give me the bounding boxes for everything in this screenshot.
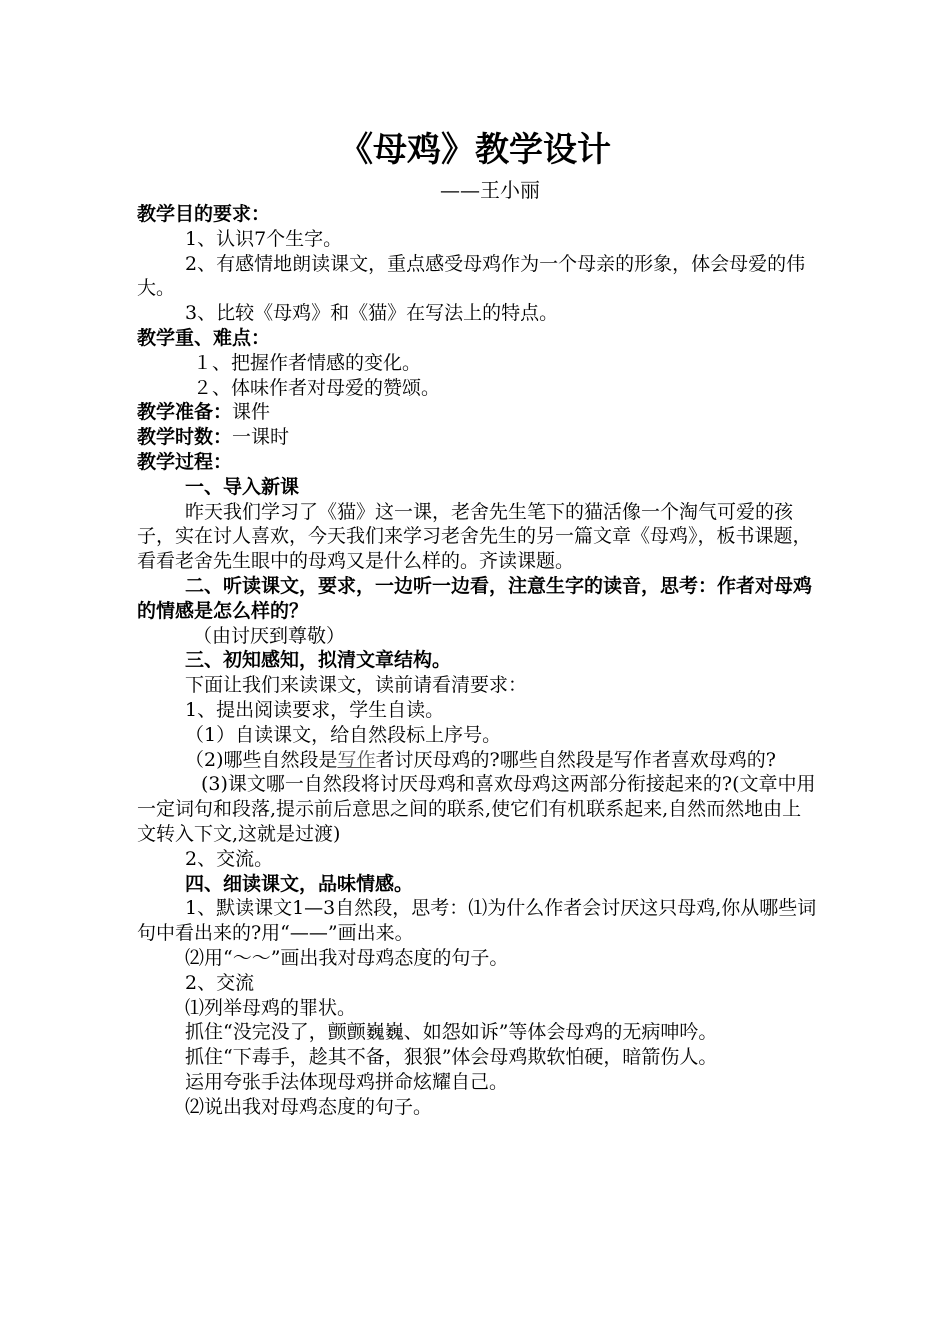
document-title: 《母鸡》教学设计 — [339, 130, 611, 170]
writing-link[interactable]: 写作 — [337, 748, 376, 771]
goals-heading: 教学目的要求： — [137, 203, 271, 225]
step4-item: 2、交流 — [185, 971, 255, 994]
prep-line — [137, 400, 817, 425]
author-line: ——王小丽 — [440, 178, 540, 202]
step4-subitem: ⑴列举母鸡的罪状。 — [185, 996, 357, 1019]
key-item: ２、体味作者对母爱的赞颂。 — [193, 376, 441, 399]
step4-paragraph: 抓住“下毒手，趁其不备，狠狠”体会母鸡欺软怕硬，暗箭伤人。 — [185, 1046, 718, 1069]
step3-subitem: （1）自读课文，给自然段标上序号。 — [185, 723, 502, 746]
step2-title: 二、听读课文，要求，一边听一边看，注意生字的读音，思考：作者对母鸡的情感是怎么样的？ — [137, 574, 813, 622]
goal-item: 3、比较《母鸡》和《猫》在写法上的特点。 — [185, 302, 559, 325]
step4-paragraph: 抓住“没完没了，颤颤巍巍、如怨如诉”等体会母鸡的无病呻吟。 — [185, 1021, 718, 1044]
step4-item: ⑵用“～～”画出我对母鸡态度的句子。 — [185, 946, 509, 969]
process-heading: 教学过程： — [137, 450, 233, 473]
step1-title: 一、导入新课 — [185, 475, 300, 498]
step3-subitem: (3)课文哪一自然段将讨厌母鸡和喜欢母鸡这两部分衔接起来的?(文章中用一定词句和段落,提示前后意思之间的联系,使它们有机联系起来,自然而然地由上文转入下文,这就是过渡) — [137, 773, 816, 845]
hours-value: 一课时 — [232, 426, 290, 449]
hours-line — [137, 425, 817, 450]
step3-subitem-text: （2)哪些自然段是 — [185, 748, 338, 771]
step3-subitem — [137, 748, 817, 773]
document-body — [137, 202, 817, 1119]
step4-item: 1、默读课文1—3自然段，思考：⑴为什么作者会讨厌这只母鸡,你从哪些词句中看出来的?用“——”画出来。 — [137, 897, 817, 945]
hours-heading: 教学时数： — [137, 426, 233, 449]
step3-intro: 下面让我们来读课文，读前请看清要求： — [185, 674, 528, 697]
goal-item: 1、认识7个生字。 — [185, 227, 343, 250]
step3-item: 1、提出阅读要求，学生自读。 — [185, 698, 445, 721]
step3-title: 三、初知感知，拟清文章结构。 — [185, 649, 452, 672]
step4-subitem: ⑵说出我对母鸡态度的句子。 — [185, 1095, 433, 1118]
step3-subitem-text: 者讨厌母鸡的?哪些自然段是写作者喜欢母鸡的? — [375, 748, 776, 771]
key-item: １、把握作者情感的变化。 — [193, 351, 422, 374]
goal-item: 2、有感情地朗读课文，重点感受母鸡作为一个母亲的形象，体会母爱的伟大。 — [137, 252, 806, 300]
step2-answer: （由讨厌到尊敬） — [193, 624, 346, 647]
prep-value: 课件 — [232, 401, 271, 424]
prep-heading: 教学准备： — [137, 401, 233, 424]
step4-paragraph: 运用夸张手法体现母鸡拼命炫耀自己。 — [185, 1070, 509, 1093]
step1-text: 昨天我们学习了《猫》这一课，老舍先生笔下的猫活像一个淘气可爱的孩子，实在讨人喜欢，今天我们来学习老舍先生的另一篇文章《母鸡》，板书课题，看看老舍先生眼中的母鸡又是什么样的。齐读课题。 — [137, 500, 812, 573]
step4-title: 四、细读课文，品味情感。 — [185, 872, 414, 895]
step3-item: 2、交流。 — [185, 847, 274, 870]
key-heading: 教学重、难点： — [137, 326, 271, 349]
